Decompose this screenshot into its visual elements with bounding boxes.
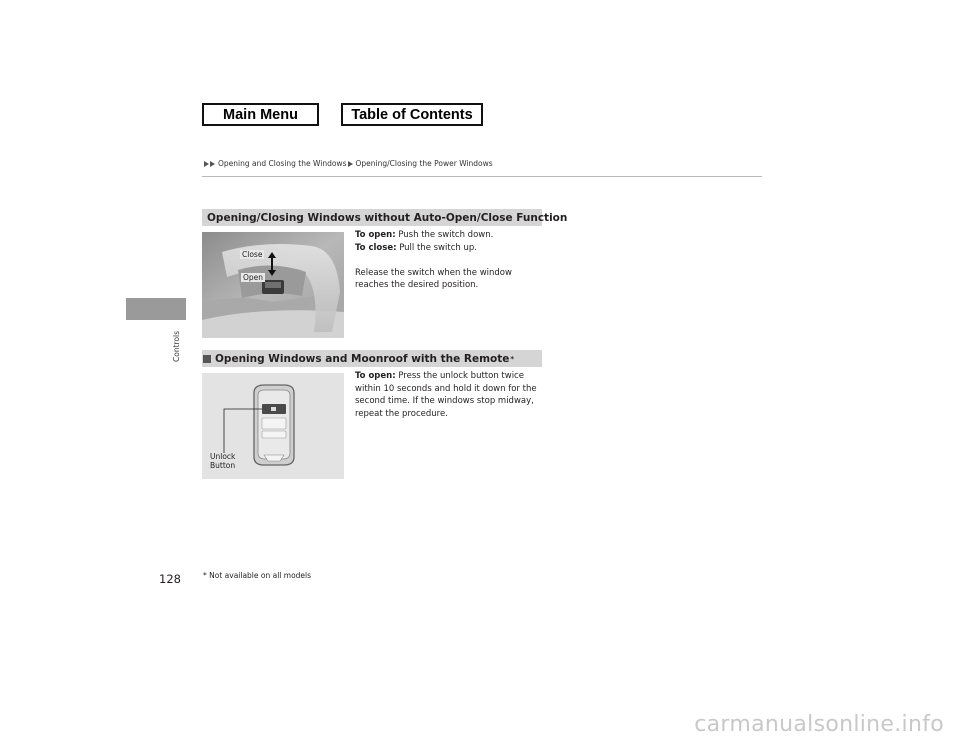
breadcrumb-item[interactable]: Opening and Closing the Windows <box>218 159 347 168</box>
breadcrumb-arrow-icon <box>348 161 353 167</box>
section-heading-window-switch <box>202 209 568 226</box>
main-menu-button[interactable]: Main Menu <box>202 103 319 126</box>
page-number: 128 <box>159 572 181 586</box>
open-label: Open <box>243 273 264 282</box>
remote-figure <box>202 373 344 479</box>
availability-mark: * <box>510 354 515 363</box>
footnote: * Not available on all models <box>203 571 312 580</box>
side-tab-label: Controls <box>172 330 181 362</box>
remote-open-instruction: To open: Press the unlock button twice within 10 seconds and hold it down for the second time. If the windows stop midway, repeat the procedure. <box>355 371 537 419</box>
breadcrumb-arrow-icon <box>210 161 215 167</box>
breadcrumb <box>204 159 493 168</box>
watermark: carmanualsonline.info <box>694 712 944 737</box>
section-heading-text: Opening Windows and Moonroof with the Remote <box>215 352 510 365</box>
open-instruction: To open: Push the switch down. <box>355 230 494 240</box>
release-instruction: Release the switch when the window reaches the desired position. <box>355 267 512 290</box>
section2-body <box>355 370 545 420</box>
window-switch-illustration <box>202 232 344 338</box>
section-heading-text: Opening/Closing Windows without Auto-Open/Close Function <box>207 211 568 224</box>
side-tab <box>126 298 186 320</box>
unlock-button-label: Unlock Button <box>210 452 236 470</box>
window-switch-figure <box>202 232 344 338</box>
table-of-contents-button[interactable]: Table of Contents <box>341 103 483 126</box>
square-bullet-icon <box>203 355 211 363</box>
breadcrumb-arrow-icon <box>204 161 209 167</box>
close-instruction: To close: Pull the switch up. <box>355 242 477 253</box>
section-heading-remote <box>202 350 542 367</box>
section1-body <box>355 229 545 292</box>
header-divider <box>202 176 762 177</box>
close-label: Close <box>242 250 263 259</box>
breadcrumb-item-current: Opening/Closing the Power Windows <box>355 159 493 168</box>
